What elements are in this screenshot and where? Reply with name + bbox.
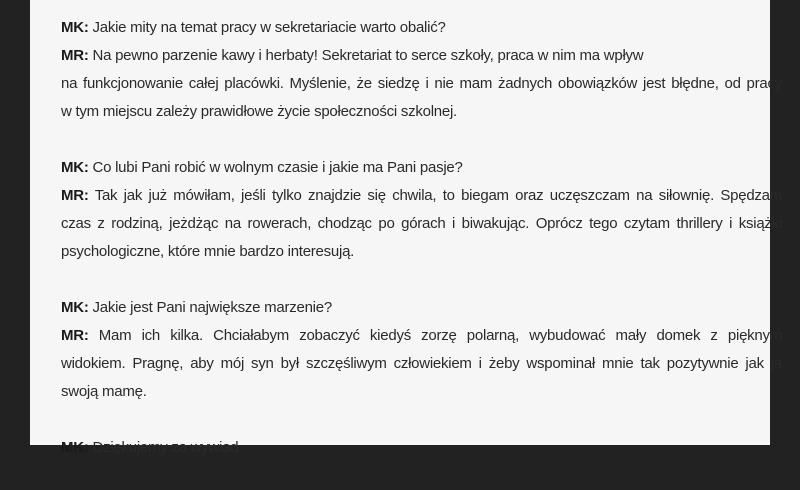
speaker-label: MR: [61,327,89,344]
article-page [30,0,782,456]
question-text: Jakie mity na temat pracy w sekretariacie warto obalić? [88,19,446,36]
question-line [61,154,782,182]
answer-line [61,322,782,350]
speaker-label: MR: [61,47,89,64]
question-text: Co lubi Pani robić w wolnym czasie i jakie ma Pani pasje? [88,159,463,176]
interview-text [61,14,782,490]
answer-text: Mam ich kilka. Chciałabym zobaczyć kiedyś zorzę polarną, wybudować mały domek z pięknym [88,327,782,344]
answer-line: czas z rodziną, jeżdżąc na rowerach, chodząc po górach i biwakując. Oprócz tego czytam thrillery i książki [61,215,782,232]
speaker-label: MK: [61,299,89,316]
answer-line: widokiem. Pragnę, aby mój syn był szczęśliwym człowiekiem i żeby wspominał mnie tak pozytywnie jak ja [61,355,782,372]
answer-line: psychologiczne, które mnie bardzo interesują. [61,243,355,260]
qa-block [61,434,782,462]
answer-text: Tak jak już mówiłam, jeśli tylko znajdzie się chwila, to biegam oraz uczęszczam na siłownię. Spędzam [88,187,782,204]
answer-text: Na pewno parzenie kawy i herbaty! Sekretariat to serce szkoły, praca w nim ma wpływ [88,47,644,64]
qa-block [61,14,782,126]
speaker-label: MK: [61,159,89,176]
speaker-label: MR: [61,187,89,204]
answer-line: na funkcjonowanie całej placówki. Myślenie, że siedzę i nie mam żadnych obowiązków jest błędne, od pracy [61,75,782,92]
question-line [61,434,782,462]
answer-line [61,42,782,70]
answer-line: w tym miejscu zależy prawidłowe życie społeczności szkolnej. [61,103,457,120]
answer-line: swoją mamę. [61,383,147,400]
question-line [61,14,782,42]
speaker-label: MK: [61,19,89,36]
question-text: Dziękujemy za wywiad. [88,439,243,456]
question-text: Jakie jest Pani największe marzenie? [88,299,332,316]
question-line [61,294,782,322]
speaker-label: MK: [61,439,89,456]
qa-block [61,154,782,266]
answer-line [61,182,782,210]
qa-block [61,294,782,406]
